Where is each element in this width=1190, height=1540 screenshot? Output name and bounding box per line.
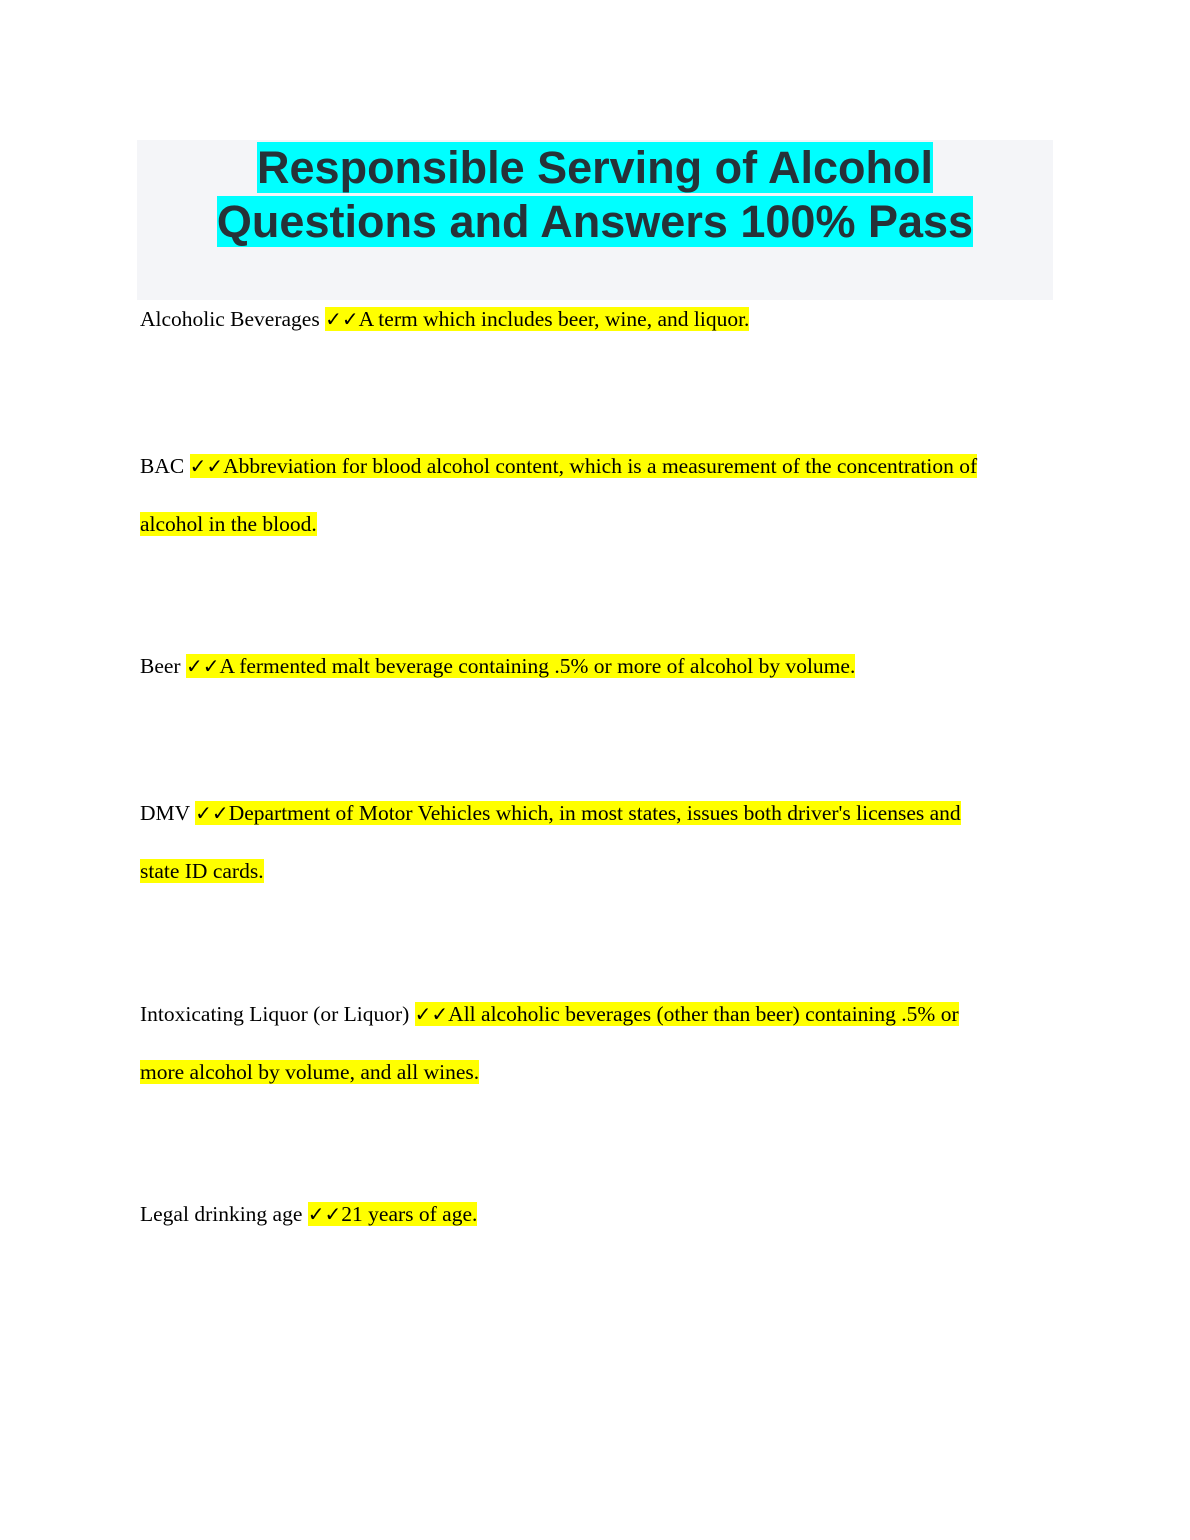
double-check-icon: ✓✓	[189, 454, 224, 478]
term: DMV	[140, 801, 196, 825]
answer	[195, 801, 960, 825]
qa-entry-beer	[140, 637, 1060, 695]
term: Alcoholic Beverages	[140, 307, 326, 331]
term: BAC	[140, 454, 190, 478]
answer-text: All alcoholic beverages (other than beer) containing .5% or	[448, 1002, 959, 1026]
qa-entry-bac	[140, 437, 1060, 553]
answer	[308, 1202, 478, 1226]
answer-text: 21 years of age.	[341, 1202, 478, 1226]
qa-entry-intoxicating-liquor	[140, 985, 1060, 1101]
term: Beer	[140, 654, 186, 678]
qa-entry-alcoholic-beverages	[140, 290, 1060, 348]
double-check-icon: ✓✓	[414, 1002, 449, 1026]
answer-text: A fermented malt beverage containing .5% or more of alcohol by volume.	[219, 654, 856, 678]
double-check-icon: ✓✓	[307, 1202, 342, 1226]
term: Intoxicating Liquor (or Liquor)	[140, 1002, 415, 1026]
title-banner	[137, 140, 1053, 300]
answer	[186, 654, 855, 678]
answer	[190, 454, 978, 478]
answer	[415, 1002, 959, 1026]
term: Legal drinking age	[140, 1202, 308, 1226]
answer	[325, 307, 749, 331]
answer-continuation: state ID cards.	[140, 859, 264, 883]
answer-continuation: more alcohol by volume, and all wines.	[140, 1060, 480, 1084]
title-line-1: Responsible Serving of Alcohol	[257, 142, 933, 193]
title-line-2: Questions and Answers 100% Pass	[216, 196, 974, 247]
double-check-icon: ✓✓	[185, 654, 220, 678]
double-check-icon: ✓✓	[325, 307, 359, 331]
answer-text: A term which includes beer, wine, and liquor.	[358, 307, 750, 331]
document-title	[137, 140, 1053, 249]
answer-text: Abbreviation for blood alcohol content, which is a measurement of the concentration of	[223, 454, 978, 478]
answer-text: Department of Motor Vehicles which, in most states, issues both driver's licenses and	[228, 801, 961, 825]
double-check-icon: ✓✓	[195, 801, 229, 825]
answer-continuation: alcohol in the blood.	[140, 512, 317, 536]
qa-entry-legal-drinking-age	[140, 1185, 1060, 1243]
qa-entry-dmv	[140, 784, 1060, 900]
